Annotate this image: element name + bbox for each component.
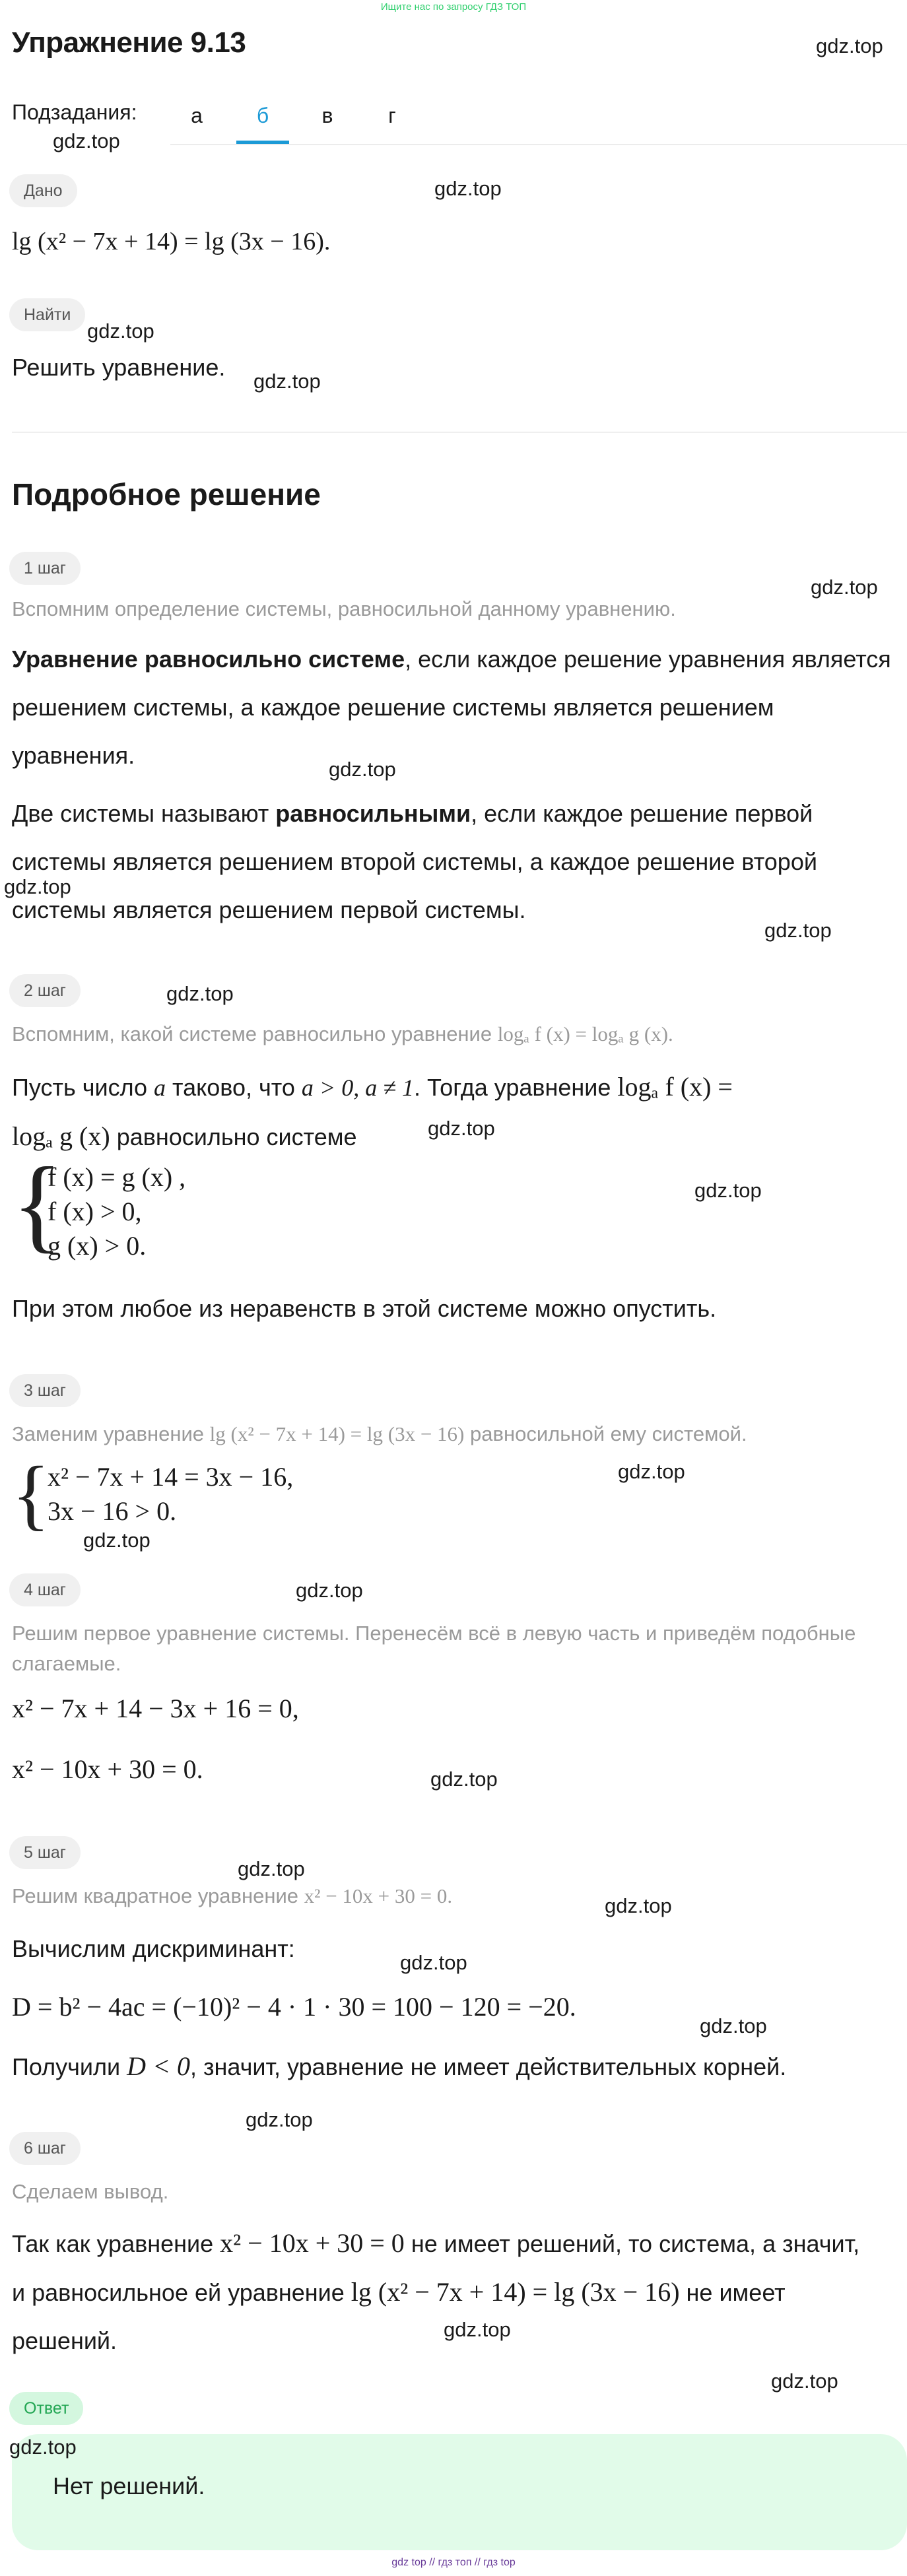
watermark: gdz.top	[430, 1767, 498, 1791]
step-hint	[12, 1419, 896, 1449]
equation-system	[12, 1450, 294, 1538]
top-ad-banner[interactable]: Ищите нас по запросу ГДЗ ТОП	[380, 1, 527, 13]
text-line: решений.	[12, 2327, 118, 2354]
watermark: gdz.top	[4, 875, 71, 898]
equation-line: x² − 7x + 14 − 3x + 16 = 0,	[12, 1694, 299, 1723]
page-title: Упражнение 9.13	[12, 26, 246, 59]
bold-term: равносильными	[275, 800, 471, 827]
step-pill: 6 шаг	[9, 2132, 81, 2165]
step-note: При этом любое из неравенств в этой системе можно опустить.	[12, 1295, 717, 1322]
system-line: f (x) = g (x) ,	[48, 1162, 186, 1192]
text-span: таково, что	[166, 1074, 302, 1101]
step-hint: Вспомним определение системы, равносильной данному уравнению.	[12, 597, 676, 620]
solution-title: Подробное решение	[12, 477, 321, 512]
step-pill: 4 шаг	[9, 1573, 81, 1606]
equation-line: x² − 10x + 30 = 0.	[12, 1754, 203, 1784]
hint-text: Заменим уравнение	[12, 1422, 210, 1445]
brace-icon: {	[12, 1145, 63, 1263]
text-span: , значит, уравнение не имеет действительных корней.	[189, 2053, 787, 2080]
text-span: не имеет решений, то система, а значит,	[404, 2230, 860, 2257]
divider	[12, 432, 907, 433]
given-pill: Дано	[9, 174, 77, 207]
text-span: Так как уравнение	[12, 2230, 220, 2257]
tab-v[interactable]: в	[321, 104, 333, 127]
watermark: gdz.top	[166, 982, 234, 1005]
text-span: Пусть число	[12, 1074, 154, 1101]
step-pill: 3 шаг	[9, 1374, 81, 1407]
answer-text: Нет решений.	[53, 2472, 205, 2499]
system-line: 3x − 16 > 0.	[48, 1496, 177, 1526]
watermark: gdz.top	[700, 2014, 767, 2037]
footer-links[interactable]: gdz top // гдз топ // гдз top	[391, 2557, 516, 2568]
watermark: gdz.top	[618, 1460, 685, 1483]
math-formula: D < 0	[127, 2051, 190, 2081]
text-span: не имеет	[679, 2279, 786, 2306]
tab-a[interactable]: а	[191, 104, 203, 127]
equation-system	[12, 1145, 186, 1263]
subtasks-label: Подзадания:	[12, 100, 137, 124]
step-paragraph	[12, 635, 896, 779]
watermark: gdz.top	[605, 1894, 672, 1917]
brace-icon: {	[12, 1450, 50, 1538]
watermark: gdz.top	[428, 1117, 495, 1140]
math-condition: a > 0, a ≠ 1	[301, 1074, 414, 1101]
step-pill: 5 шаг	[9, 1836, 81, 1869]
watermark: gdz.top	[53, 129, 120, 152]
math-formula: logₐ g (x)	[12, 1121, 110, 1151]
step-paragraph	[12, 789, 896, 934]
watermark: gdz.top	[329, 758, 396, 781]
watermark: gdz.top	[83, 1529, 151, 1552]
math-formula: logₐ f (x) =	[617, 1072, 733, 1102]
text-line: уравнения.	[12, 742, 135, 769]
answer-pill: Ответ	[9, 2392, 83, 2425]
math-formula: lg (x² − 7x + 14) = lg (3x − 16)	[351, 2277, 680, 2307]
watermark: gdz.top	[811, 576, 878, 599]
disc-formula: D = b² − 4ac = (−10)² − 4 · 1 · 30 = 100 − 120 = −20.	[12, 1992, 576, 2022]
watermark: gdz.top	[694, 1179, 762, 1202]
hint-text: Вспомним, какой системе равносильно уравнение	[12, 1022, 498, 1045]
disc-label: Вычислим дискриминант:	[12, 1935, 295, 1962]
hint-formula: lg (x² − 7x + 14) = lg (3x − 16)	[209, 1422, 465, 1445]
watermark: gdz.top	[764, 919, 832, 942]
watermark: gdz.top	[9, 2435, 77, 2459]
bold-term: Уравнение равносильно системе	[12, 645, 405, 673]
watermark: gdz.top	[87, 319, 154, 343]
find-pill: Найти	[9, 298, 85, 331]
system-line: x² − 7x + 14 = 3x − 16,	[48, 1462, 294, 1492]
watermark: gdz.top	[253, 370, 321, 393]
hint-formula: x² − 10x + 30 = 0.	[304, 1884, 453, 1907]
text-span: и равносильное ей уравнение	[12, 2279, 351, 2306]
find-text: Решить уравнение.	[12, 354, 226, 381]
text-span: , если каждое решение первой	[471, 800, 813, 827]
system-line: f (x) > 0,	[48, 1197, 142, 1226]
hint-text: Решим квадратное уравнение	[12, 1884, 304, 1907]
text-line: системы является решением второй системы, а каждое решение второй	[12, 848, 817, 875]
hint-line: слагаемые.	[12, 1652, 121, 1675]
watermark: gdz.top	[771, 2369, 838, 2393]
step-hint	[12, 1019, 896, 1049]
watermark: gdz.top	[434, 177, 502, 200]
step-paragraph	[12, 2219, 896, 2365]
text-line: системы является решением первой системы.	[12, 896, 526, 923]
step-pill: 2 шаг	[9, 974, 81, 1007]
tab-g[interactable]: г	[388, 104, 396, 127]
watermark: gdz.top	[444, 2318, 511, 2341]
watermark: gdz.top	[246, 2108, 313, 2131]
watermark: gdz.top	[238, 1857, 305, 1880]
step-hint: Сделаем вывод.	[12, 2180, 169, 2203]
step-hint	[12, 1618, 896, 1679]
step-pill: 1 шаг	[9, 552, 81, 585]
step-hint	[12, 1881, 896, 1911]
text-span: . Тогда уравнение	[413, 1074, 618, 1101]
math-var: a	[154, 1074, 166, 1101]
text-span: равносильно системе	[110, 1123, 357, 1150]
step-result	[12, 2042, 896, 2091]
watermark: gdz.top	[296, 1579, 363, 1602]
text-span: Получили	[12, 2053, 127, 2080]
watermark: gdz.top	[400, 1951, 467, 1974]
hint-formula: logₐ f (x) = logₐ g (x).	[497, 1022, 673, 1045]
step-paragraph	[12, 1063, 896, 1161]
watermark: gdz.top	[816, 34, 883, 57]
text-span: , если каждое решение уравнения является	[405, 645, 891, 673]
text-span: Две системы называют	[12, 800, 276, 827]
hint-text: равносильной ему системой.	[464, 1422, 747, 1445]
tab-b[interactable]: б	[236, 92, 289, 144]
system-line: g (x) > 0.	[48, 1231, 147, 1261]
given-equation: lg (x² − 7x + 14) = lg (3x − 16).	[12, 228, 331, 255]
math-formula: x² − 10x + 30 = 0	[220, 2228, 405, 2258]
text-line: решением системы, а каждое решение системы является решением	[12, 694, 774, 721]
hint-line: Решим первое уравнение системы. Перенесём всё в левую часть и приведём подобные	[12, 1622, 856, 1645]
subtask-tabs	[170, 92, 907, 145]
